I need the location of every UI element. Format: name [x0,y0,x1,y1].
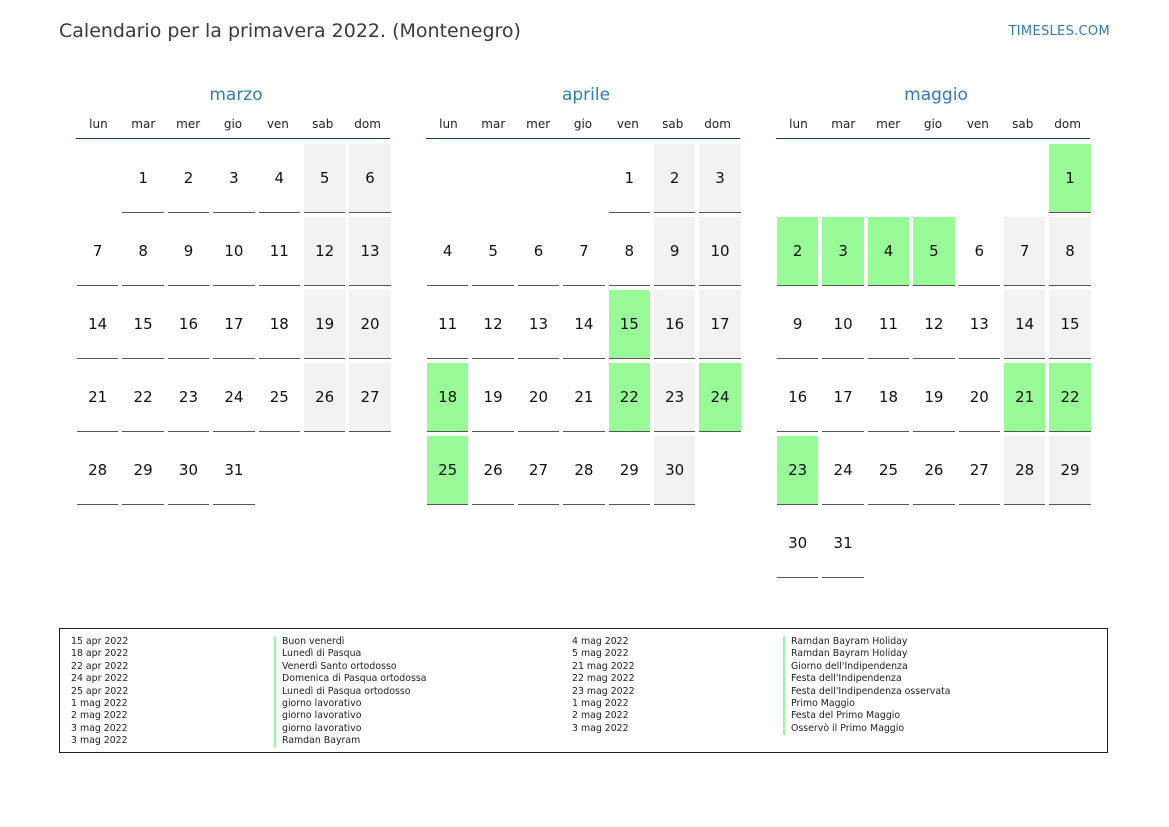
day-cell: 1 [1049,144,1090,213]
legend-holiday-name: giorno lavorativo [274,723,427,735]
day-cell: 22 [1049,363,1090,432]
day-cell: 27 [349,363,390,432]
day-cell: 23 [168,363,209,432]
day-cell: 25 [427,436,468,505]
day-cell: 11 [259,217,300,286]
day-cell: 28 [1004,436,1045,505]
weekday-label: mer [176,117,201,131]
day-cell: 18 [259,290,300,359]
weekday-label: mer [876,117,901,131]
day-cell: 4 [868,217,909,286]
legend-holiday-name: Primo Maggio [783,698,951,710]
legend-date: 25 apr 2022 [71,685,129,697]
day-cell: 4 [259,144,300,213]
legend-holiday-name: Ramdan Bayram Holiday [783,648,951,660]
empty-cell [563,144,604,213]
weekday-label: lun [439,117,458,131]
legend-date: 22 apr 2022 [71,660,129,672]
legend-date: 3 mag 2022 [572,722,629,734]
day-cell: 11 [427,290,468,359]
weekday-label: ven [616,117,639,131]
day-cell: 17 [699,290,740,359]
day-cell: 14 [1004,290,1045,359]
day-cell: 8 [609,217,650,286]
day-cell: 6 [518,217,559,286]
day-cell: 29 [1049,436,1090,505]
month-calendar-marzo [77,84,395,509]
weekday-label: mar [481,117,506,131]
day-cell: 9 [777,290,818,359]
legend-date: 1 mag 2022 [572,697,629,709]
legend-date: 3 mag 2022 [71,722,128,734]
legend-date: 3 mag 2022 [71,735,128,747]
day-cell: 7 [77,217,118,286]
day-cell: 9 [168,217,209,286]
empty-cell [868,144,909,213]
day-cell: 13 [518,290,559,359]
day-cell: 19 [472,363,513,432]
day-cell: 3 [699,144,740,213]
legend-holiday-name: Domenica di Pasqua ortodossa [274,673,427,685]
legend-date: 2 mag 2022 [71,710,128,722]
day-cell: 24 [213,363,254,432]
day-cell: 13 [349,217,390,286]
day-cell: 24 [699,363,740,432]
day-cell: 12 [472,290,513,359]
day-cell: 16 [777,363,818,432]
weekday-label: gio [573,117,593,131]
day-cell: 31 [822,509,863,578]
empty-cell [913,144,954,213]
weekday-label: sab [1012,117,1034,131]
day-cell: 26 [913,436,954,505]
day-cell: 28 [563,436,604,505]
day-cell: 24 [822,436,863,505]
month-calendar-maggio [777,84,1095,582]
day-cell: 12 [304,217,345,286]
legend-holiday-name: Giorno dell'Indipendenza [783,661,951,673]
weekday-label: ven [966,117,989,131]
empty-cell [777,144,818,213]
day-cell: 14 [563,290,604,359]
day-cell: 20 [959,363,1000,432]
day-cell: 31 [213,436,254,505]
weekday-label: lun [89,117,108,131]
day-cell: 27 [518,436,559,505]
legend-date: 1 mag 2022 [71,697,128,709]
day-cell: 10 [822,290,863,359]
legend-holiday-name: giorno lavorativo [274,698,427,710]
month-calendar-aprile [427,84,745,509]
day-cell: 4 [427,217,468,286]
day-cell: 25 [868,436,909,505]
day-cell: 5 [913,217,954,286]
day-cell: 22 [122,363,163,432]
weekday-label: mer [526,117,551,131]
legend-holiday-name: Lunedì di Pasqua ortodosso [274,686,427,698]
day-cell: 17 [822,363,863,432]
day-cell: 20 [349,290,390,359]
day-cell: 15 [609,290,650,359]
day-cell: 21 [77,363,118,432]
day-cell: 29 [609,436,650,505]
legend-holiday-name: Festa del Primo Maggio [783,710,951,722]
day-cell: 8 [122,217,163,286]
day-cell: 2 [654,144,695,213]
empty-cell [427,144,468,213]
day-cell: 3 [822,217,863,286]
legend-left-dates [71,636,128,748]
empty-cell [1004,144,1045,213]
day-cell: 19 [304,290,345,359]
day-grid [777,144,1095,582]
legend-holiday-name: Buon venerdì [274,636,427,648]
legend-holiday-name: Festa dell'Indipendenza osservata [783,686,951,698]
month-name: aprile [561,85,611,105]
month-name: maggio [904,85,968,105]
day-cell: 26 [304,363,345,432]
weekday-label: dom [354,117,381,131]
day-cell: 20 [518,363,559,432]
day-cell: 15 [1049,290,1090,359]
empty-cell [822,144,863,213]
day-cell: 30 [654,436,695,505]
legend-holiday-name: Ramdan Bayram Holiday [783,636,951,648]
day-cell: 2 [777,217,818,286]
day-cell: 1 [609,144,650,213]
legend-holiday-name: Osservò il Primo Maggio [783,723,951,735]
day-cell: 1 [122,144,163,213]
legend-date: 23 mag 2022 [572,685,635,697]
legend-holiday-name: giorno lavorativo [274,710,427,722]
weekday-label: lun [789,117,808,131]
empty-cell [77,144,118,213]
legend-holiday-name: Lunedì di Pasqua [274,648,427,660]
empty-cell [472,144,513,213]
day-cell: 30 [168,436,209,505]
day-cell: 8 [1049,217,1090,286]
legend-right-dates [572,636,635,735]
day-cell: 2 [168,144,209,213]
day-cell: 28 [77,436,118,505]
day-cell: 16 [168,290,209,359]
day-cell: 23 [777,436,818,505]
day-cell: 26 [472,436,513,505]
empty-cell [518,144,559,213]
day-cell: 21 [1004,363,1045,432]
day-cell: 10 [699,217,740,286]
day-cell: 22 [609,363,650,432]
day-cell: 25 [259,363,300,432]
day-cell: 7 [563,217,604,286]
page-title: Calendario per la primavera 2022. (Montenegro) [59,20,521,42]
day-cell: 19 [913,363,954,432]
legend-date: 18 apr 2022 [71,648,129,660]
day-cell: 11 [868,290,909,359]
day-cell: 15 [122,290,163,359]
day-cell: 27 [959,436,1000,505]
legend-holiday-name: Festa dell'Indipendenza [783,673,951,685]
day-cell: 13 [959,290,1000,359]
legend-date: 22 mag 2022 [572,673,635,685]
weekday-label: mar [831,117,856,131]
day-cell: 12 [913,290,954,359]
month-name: marzo [209,85,263,105]
weekday-label: ven [266,117,289,131]
day-cell: 29 [122,436,163,505]
day-cell: 16 [654,290,695,359]
weekday-label: mar [131,117,156,131]
day-cell: 6 [959,217,1000,286]
weekday-label: gio [223,117,243,131]
day-grid [77,144,395,509]
empty-cell [959,144,1000,213]
day-cell: 21 [563,363,604,432]
day-cell: 6 [349,144,390,213]
day-grid [427,144,745,509]
day-cell: 7 [1004,217,1045,286]
legend-holiday-name: Venerdì Santo ortodosso [274,661,427,673]
day-cell: 9 [654,217,695,286]
weekday-label: sab [312,117,334,131]
weekday-label: gio [923,117,943,131]
legend-holiday-name: Ramdan Bayram [274,735,427,747]
legend-date: 5 mag 2022 [572,648,629,660]
weekday-label: dom [1054,117,1081,131]
day-cell: 18 [427,363,468,432]
legend-date: 15 apr 2022 [71,636,129,647]
weekday-label: sab [662,117,684,131]
day-cell: 17 [213,290,254,359]
legend-left-names [274,636,427,748]
day-cell: 18 [868,363,909,432]
day-cell: 5 [304,144,345,213]
weekday-header [426,116,740,139]
holiday-legend [59,628,1108,753]
legend-date: 2 mag 2022 [572,710,629,722]
day-cell: 23 [654,363,695,432]
day-cell: 3 [213,144,254,213]
legend-date: 4 mag 2022 [572,636,629,647]
legend-right-names [783,636,951,735]
weekday-header [76,116,390,139]
legend-date: 24 apr 2022 [71,673,129,685]
weekday-header [776,116,1090,139]
legend-date: 21 mag 2022 [572,660,635,672]
day-cell: 14 [77,290,118,359]
day-cell: 10 [213,217,254,286]
brand-link[interactable]: TIMESLES.COM [1008,24,1110,39]
day-cell: 30 [777,509,818,578]
weekday-label: dom [704,117,731,131]
day-cell: 5 [472,217,513,286]
